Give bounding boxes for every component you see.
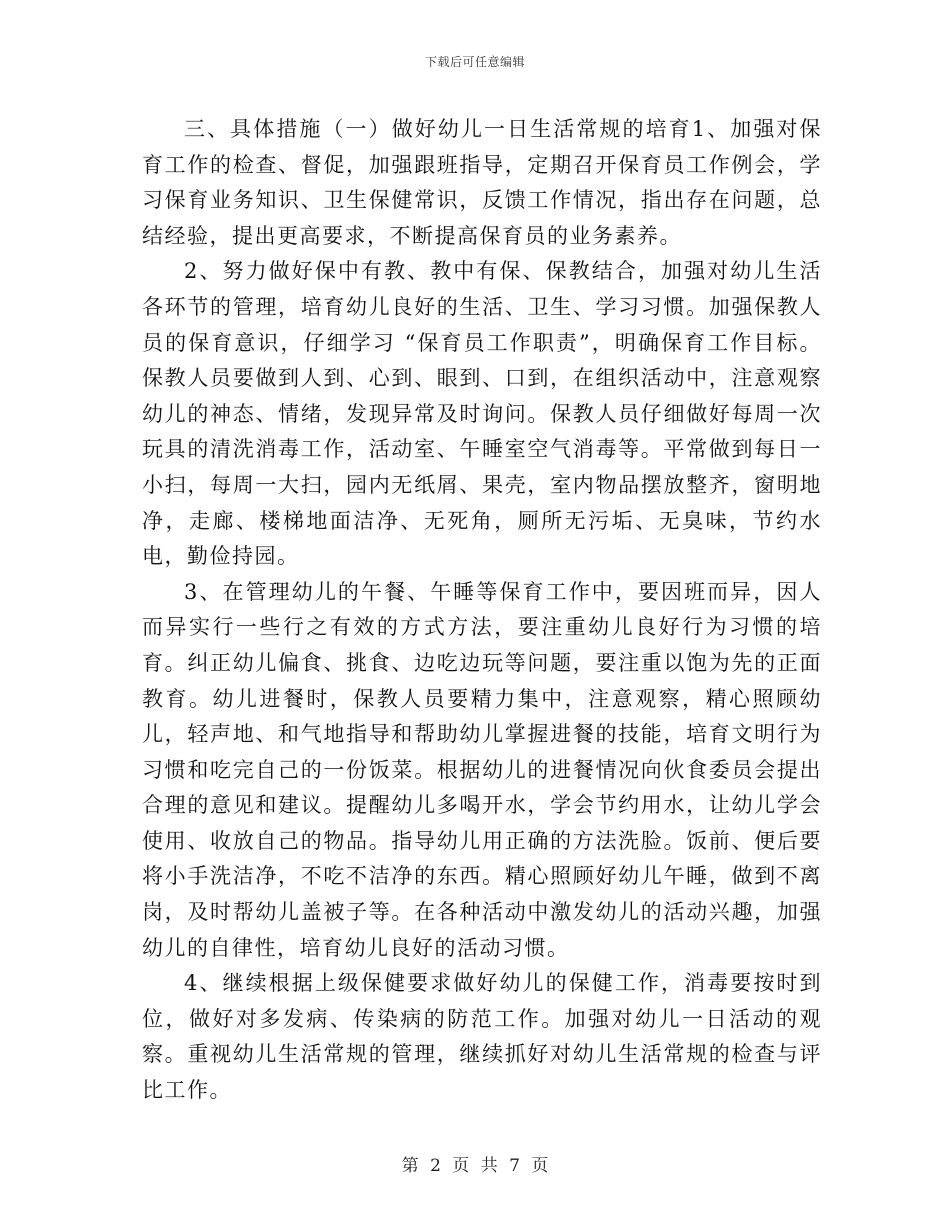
paragraph-3: 3、在管理幼儿的午餐、午睡等保育工作中，要因班而异，因人而异实行一些行之有效的方式方法，要注重幼儿良好行为习惯的培育。纠正幼儿偏食、挑食、边吃边玩等问题，要注重以饱为先的正面教育。幼儿进餐时，保教人员要精力集中，注意观察，精心照顾幼儿，轻声地、和气地指导和帮助幼儿掌握进餐的技能，培育文明行为习惯和吃完自己的一份饭菜。根据幼儿的进餐情况向伙食委员会提出合理的意见和建议。提醒幼儿多喝开水，学会节约用水，让幼儿学会使用、收放自己的物品。指导幼儿用正确的方法洗脸。饭前、便后要将小手洗洁净，不吃不洁净的东西。精心照顾好幼儿午睡，做到不离岗，及时帮幼儿盖被子等。在各种活动中激发幼儿的活动兴趣，加强幼儿的自律性，培育幼儿良好的活动习惯。: [142, 579, 822, 960]
page-number-footer: 第 2 页 共 7 页: [401, 1156, 549, 1176]
paragraph-2: 2、努力做好保中有教、教中有保、保教结合，加强对幼儿生活各环节的管理，培育幼儿良好的生活、卫生、学习习惯。加强保教人员的保育意识，仔细学习 “保育员工作职责”，明确保育工作目标。保教人员要做到人到、心到、眼到、口到，在组织活动中，注意观察幼儿的神态、情绪，发现异常及时询问。保教人员仔细做好每周一次玩具的清洗消毒工作，活动室、午睡室空气消毒等。平常做到每日一小扫，每周一大扫，园内无纸屑、果壳，室内物品摆放整齐，窗明地净，走廊、楼梯地面洁净、无死角，厕所无污垢、无臭味，节约水电，勤俭持园。: [142, 259, 822, 569]
header-note: 下载后可任意编辑: [424, 55, 525, 69]
paragraph-1: 三、具体措施（一）做好幼儿一日生活常规的培育1、加强对保育工作的检查、督促，加强跟班指导，定期召开保育员工作例会，学习保育业务知识、卫生保健常识，反馈工作情况，指出存在问题，总结经验，提出更高要求，不断提高保育员的业务素养。: [142, 117, 822, 248]
paragraph-4: 4、继续根据上级保健要求做好幼儿的保健工作，消毒要按时到位，做好对多发病、传染病的防范工作。加强对幼儿一日活动的观察。重视幼儿生活常规的管理，继续抓好对幼儿生活常规的检查与评比工作。: [142, 971, 822, 1103]
document-body: [142, 112, 822, 1109]
